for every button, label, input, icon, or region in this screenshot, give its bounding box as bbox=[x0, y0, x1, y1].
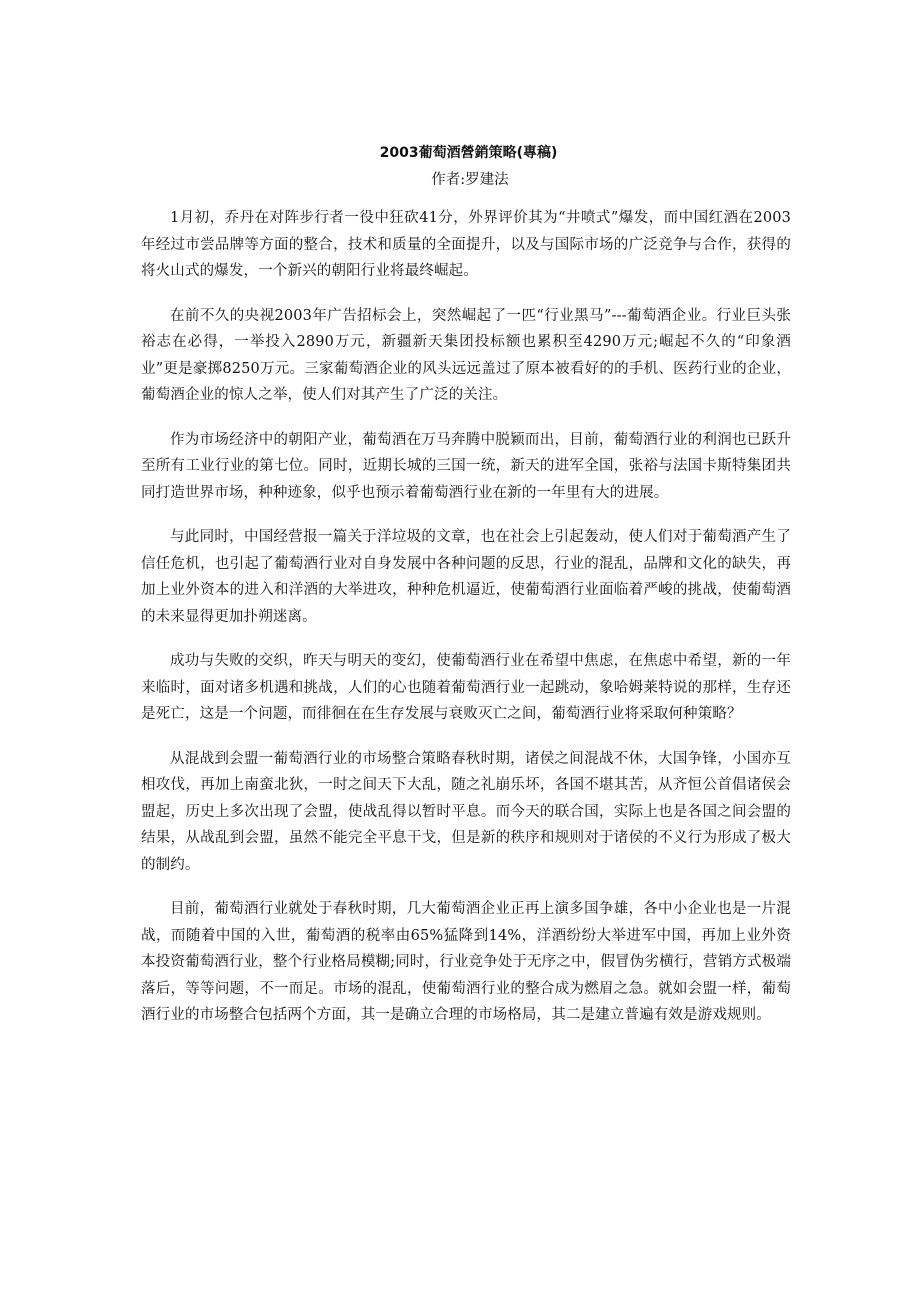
paragraph-3: 作为市场经济中的朝阳产业，葡萄酒在万马奔腾中脱颖而出，目前，葡萄酒行业的利润也已跃升至所有工业行业的第七位。同时，近期长城的三国一统，新天的进军全国，张裕与法国卡斯特集团共同打造世界市场，种种迹象，似乎也预示着葡萄酒行业在新的一年里有大的进展。 bbox=[141, 431, 791, 501]
paragraph-4: 与此同时，中国经营报一篇关于洋垃圾的文章，也在社会上引起轰动，使人们对于葡萄酒产生了信任危机，也引起了葡萄酒行业对自身发展中各种问题的反思，行业的混乱，品牌和文化的缺失，再加上业外资本的进入和洋酒的大举进攻，种种危机逼近，使葡萄酒行业面临着严峻的挑战，使葡萄酒的未来显得更加扑朔迷离。 bbox=[141, 529, 791, 625]
paragraph-2: 在前不久的央视2003年广告招标会上，突然崛起了一匹“行业黑马”---葡萄酒企业。行业巨头张裕志在必得，一举投入2890万元，新疆新天集团投标额也累积至4290万元;崛起不久的“印象酒业”更是豪掷8250万元。三家葡萄酒企业的风头远远盖过了原本被看好的的手机、医药行业的企业，葡萄酒企业的惊人之举，使人们对其产生了广泛的关注。 bbox=[141, 307, 791, 403]
document-author: 作者:罗建法 bbox=[431, 172, 509, 188]
paragraph-7: 目前，葡萄酒行业就处于春秋时期，几大葡萄酒企业正再上演多国争雄，各中小企业也是一片混战，而随着中国的入世，葡萄酒的税率由65%猛降到14%，洋酒纷纷大举进军中国，再加上业外资本投资葡萄酒行业，整个行业格局模糊;同时，行业竞争处于无序之中，假冒伪劣横行，营销方式极端落后，等等问题，不一而足。市场的混乱，使葡萄酒行业的整合成为燃眉之急。就如会盟一样，葡萄酒行业的市场整合包括两个方面，其一是确立合理的市场格局，其二是建立普遍有效是游戏规则。 bbox=[141, 901, 791, 1023]
paragraph-5: 成功与失败的交织，昨天与明天的变幻，使葡萄酒行业在希望中焦虑，在焦虑中希望，新的一年来临时，面对诸多机遇和挑战，人们的心也随着葡萄酒行业一起跳动，象哈姆莱特说的那样，生存还是死亡，这是一个问题，而徘徊在在生存发展与衰败灭亡之间，葡萄酒行业将采取何种策略？ bbox=[141, 653, 791, 722]
document-body bbox=[141, 143, 791, 1029]
paragraph-6: 从混战到会盟一葡萄酒行业的市场整合策略春秋时期，诸侯之间混战不休，大国争锋，小国亦互相攻伐，再加上南蛮北狄，一时之间天下大乱，随之礼崩乐坏，各国不堪其苦，从齐恒公首倡诸侯会盟起，历史上多次出现了会盟，使战乱得以暂时平息。而今天的联合国，实际上也是各国之间会盟的结果，从战乱到会盟，虽然不能完全平息干戈，但是新的秩序和规则对于诸侯的不义行为形成了极大的制约。 bbox=[141, 750, 791, 873]
document-title: 2003葡萄酒營銷策略(專稿) bbox=[379, 145, 558, 161]
paragraph-1: 1月初，乔丹在对阵步行者一役中狂砍41分，外界评价其为“井喷式”爆发，而中国红酒在2003年经过市尝品牌等方面的整合，技术和质量的全面提升，以及与国际市场的广泛竞争与合作，获得的将火山式的爆发，一个新兴的朝阳行业将最终崛起。 bbox=[141, 210, 791, 279]
